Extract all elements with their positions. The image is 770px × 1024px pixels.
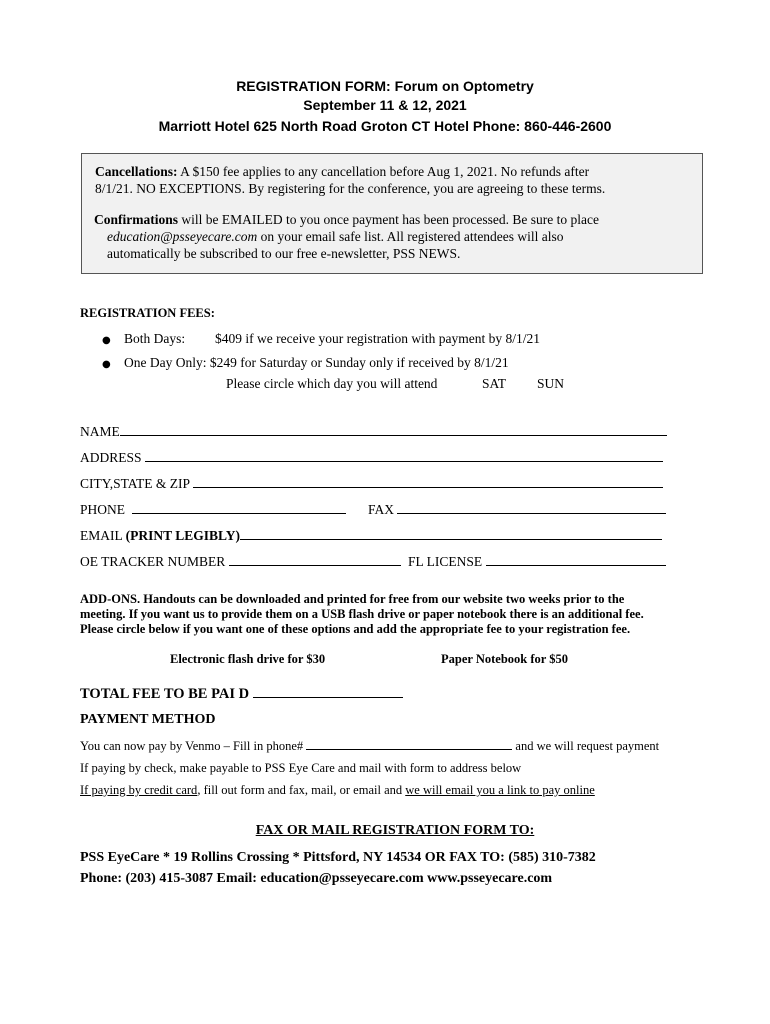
contact-phone-email: Phone: (203) 415-3087 Email: education@psseyecare.com www.psseyecare.com (80, 871, 553, 886)
safe-list-email: education@psseyecare.com (107, 229, 258, 244)
bullet-icon: ● (102, 359, 111, 370)
day-option-sun[interactable]: SUN (537, 376, 565, 391)
city-state-zip-label: CITY,STATE & ZIP (80, 476, 190, 491)
cancellation-text-1: A $150 fee applies to any cancellation before Aug 1, 2021. No refunds after (177, 164, 590, 179)
paper-notebook-option[interactable]: Paper Notebook for $50 (441, 652, 568, 666)
flash-drive-option[interactable]: Electronic flash drive for $30 (170, 652, 326, 666)
cancellation-line-2: 8/1/21. NO EXCEPTIONS. By registering for the conference, you are agreeing to these terms. (95, 181, 606, 196)
both-days-fee: $409 if we receive your registration with payment by 8/1/21 (215, 331, 541, 346)
print-legibly-note: (PRINT LEGIBLY) (125, 528, 241, 543)
oe-tracker-input-line[interactable] (229, 553, 401, 566)
venmo-text: You can now pay by Venmo – Fill in phone# (80, 739, 307, 753)
name-input-line[interactable] (120, 423, 667, 436)
both-days-label: Both Days: (124, 331, 186, 346)
day-option-sat[interactable]: SAT (482, 376, 507, 391)
bullet-icon: ● (102, 335, 111, 346)
address-field (80, 449, 663, 466)
fax-mail-heading: FAX OR MAIL REGISTRATION FORM TO: (255, 823, 535, 838)
total-fee-input-line[interactable] (253, 684, 403, 698)
city-state-zip-input-line[interactable] (193, 475, 663, 488)
oe-tracker-field (80, 553, 401, 570)
credit-card-link[interactable]: If paying by credit card (80, 783, 198, 797)
cancellations-label: Cancellations: (95, 164, 178, 179)
total-fee-label: TOTAL FEE TO BE PAI D (80, 686, 250, 702)
fax-field (368, 501, 666, 518)
address-label: ADDRESS (80, 450, 142, 465)
venmo-line (80, 738, 659, 754)
venue-line: Marriott Hotel 625 North Road Groton CT Hotel Phone: 860-446-2600 (158, 118, 612, 134)
one-day-fee: One Day Only: $249 for Saturday or Sunday only if received by 8/1/21 (124, 355, 509, 370)
check-payment-line: If paying by check, make payable to PSS Eye Care and mail with form to address below (80, 761, 522, 775)
fl-license-input-line[interactable] (486, 553, 666, 566)
name-field (80, 423, 667, 440)
confirmation-text-2: on your email safe list. All registered attendees will also (257, 229, 564, 244)
venmo-phone-input-line[interactable] (306, 738, 512, 750)
address-input-line[interactable] (145, 449, 663, 462)
addons-line-2: meeting. If you want us to provide them on a USB flash drive or paper notebook there is an additional fee. (80, 607, 644, 621)
event-dates: September 11 & 12, 2021 (303, 97, 467, 113)
payment-method-heading: PAYMENT METHOD (80, 712, 216, 727)
phone-input-line[interactable] (132, 501, 346, 514)
email-field (80, 527, 662, 544)
email-input-line[interactable] (240, 527, 662, 540)
fl-license-label: FL LICENSE (408, 554, 483, 569)
name-label: NAME (80, 424, 120, 439)
fax-input-line[interactable] (397, 501, 666, 514)
confirmation-line-3: automatically be subscribed to our free e-newsletter, PSS NEWS. (107, 246, 461, 261)
confirmation-line-1 (94, 211, 599, 228)
mail-fax-address: PSS EyeCare * 19 Rollins Crossing * Pittsford, NY 14534 OR FAX TO: (585) 310-7382 (80, 850, 596, 865)
addons-line-1: ADD-ONS. Handouts can be downloaded and printed for free from our website two weeks prior to the (80, 592, 625, 606)
confirmation-text-1: will be EMAILED to you once payment has been processed. Be sure to place (178, 212, 599, 227)
city-state-zip-field (80, 475, 663, 492)
email-label: EMAIL (80, 528, 126, 543)
confirmation-line-2 (107, 228, 564, 245)
cancellation-line-1 (95, 163, 589, 180)
pay-online-link[interactable]: we will email you a link to pay online (405, 783, 595, 797)
credit-card-line (80, 783, 595, 798)
confirmations-label: Confirmations (94, 212, 178, 227)
fax-label: FAX (368, 502, 395, 517)
phone-label: PHONE (80, 502, 126, 517)
circle-day-instruction: Please circle which day you will attend (226, 376, 438, 391)
phone-field (80, 501, 346, 518)
oe-tracker-label: OE TRACKER NUMBER (80, 554, 226, 569)
total-fee-field (80, 684, 403, 703)
form-title: REGISTRATION FORM: Forum on Optometry (236, 78, 534, 94)
fl-license-field (408, 553, 666, 570)
terms-notice-box (81, 153, 703, 274)
addons-line-3: Please circle below if you want one of these options and add the appropriate fee to your registration fee. (80, 622, 631, 636)
venmo-request-text: and we will request payment (512, 739, 660, 753)
fees-heading: REGISTRATION FEES: (80, 306, 215, 320)
credit-card-text: , fill out form and fax, mail, or email and (197, 783, 406, 797)
